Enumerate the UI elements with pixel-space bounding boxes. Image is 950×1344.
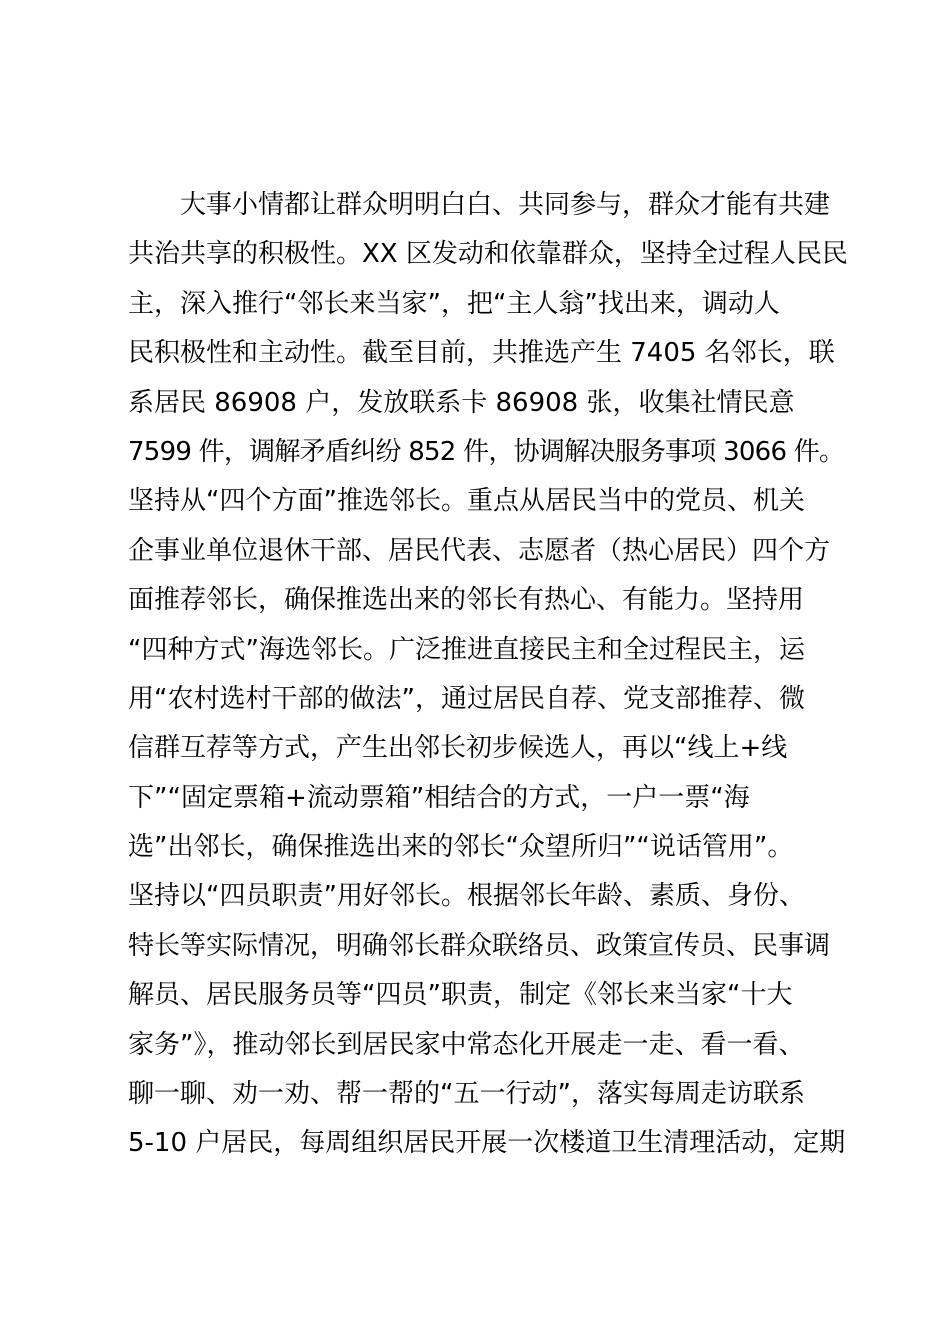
text-line-20: 5-10 户居民，每周组织居民开展一次楼道卫生清理活动，定期 xyxy=(128,1128,846,1159)
text-line-6: 7599 件，调解矛盾纠纷 852 件，协调解决服务事项 3066 件。 xyxy=(128,436,845,467)
text-line-18: 家务”》，推动邻长到居民家中常态化开展走一走、看一看、 xyxy=(128,1029,805,1060)
text-line-10: “四种方式”海选邻长。广泛推进直接民主和全过程民主，运 xyxy=(128,634,805,665)
body-paragraph xyxy=(128,181,848,1169)
text-line-17: 解员、居民服务员等“四员”职责，制定《邻长来当家“十大 xyxy=(128,980,793,1011)
text-line-13: 下”“固定票箱+流动票箱”相结合的方式，一户一票“海 xyxy=(128,782,750,813)
text-line-19: 聊一聊、劝一劝、帮一帮的“五一行动”，落实每周走访联系 xyxy=(128,1079,805,1110)
text-line-9: 面推荐邻长，确保推选出来的邻长有热心、有能力。坚持用 xyxy=(128,585,805,616)
text-line-4: 民积极性和主动性。截至目前，共推选产生 7405 名邻长，联 xyxy=(128,338,835,369)
text-line-8: 企事业单位退休干部、居民代表、志愿者（热心居民）四个方 xyxy=(128,535,831,566)
text-line-16: 特长等实际情况，明确邻长群众联络员、政策宣传员、民事调 xyxy=(128,930,831,961)
text-line-3: 主，深入推行“邻长来当家”，把“主人翁”找出来，调动人 xyxy=(128,288,780,319)
text-line-14: 选”出邻长，确保推选出来的邻长“众望所归”“说话管用”。 xyxy=(128,832,794,863)
text-line-2: 共治共享的积极性。XX 区发动和依靠群众，坚持全过程人民民 xyxy=(128,239,848,270)
text-line-7: 坚持从“四个方面”推选邻长。重点从居民当中的党员、机关 xyxy=(128,486,805,517)
text-line-15: 坚持以“四员职责”用好邻长。根据邻长年龄、素质、身份、 xyxy=(128,881,805,912)
text-line-5: 系居民 86908 户，发放联系卡 86908 张，收集社情民意 xyxy=(128,387,795,418)
text-line-1: 大事小情都让群众明明白白、共同参与，群众才能有共建 xyxy=(180,190,831,220)
text-line-12: 信群互荐等方式，产生出邻长初步候选人，再以“线上+线 xyxy=(128,733,788,764)
text-line-11: 用“农村选村干部的做法”，通过居民自荐、党支部推荐、微 xyxy=(128,683,805,714)
